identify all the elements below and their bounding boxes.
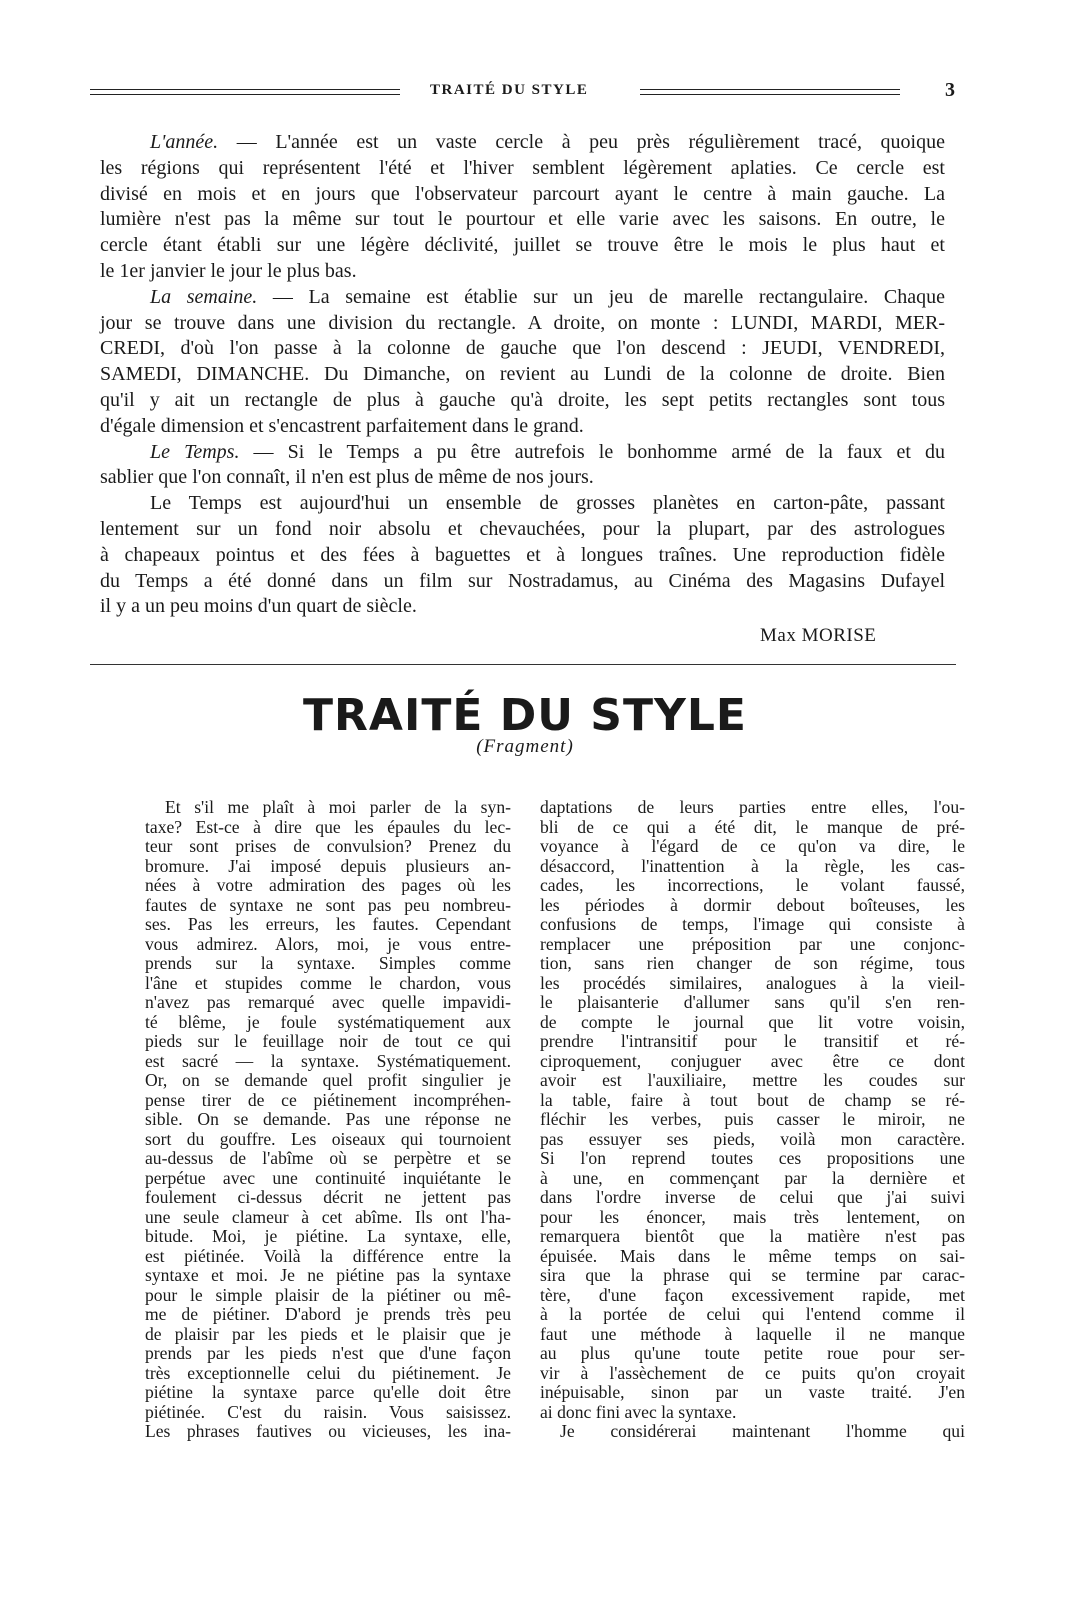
text-line: au-dessus de l'abîme où se perpètre et se [145, 1148, 511, 1168]
text-line: une seule clameur à cet abîme. Ils ont l'ha- [145, 1206, 511, 1227]
text-line: Et s'il me plaît à moi parler de la syn- [165, 797, 511, 817]
text-line [100, 311, 945, 337]
section-divider [90, 664, 956, 665]
text-line: très exceptionnelle celui du piétinement. Je [145, 1362, 511, 1383]
text-line: fléchir les verbes, puis casser le miroir, ne [540, 1109, 965, 1129]
paragraph-lead: La semaine. [150, 285, 258, 308]
text-line: Je considérerai maintenant l'homme qui [560, 1421, 965, 1441]
text-line [100, 285, 945, 311]
text-line: remarquera bientôt que la matière n'est pas [540, 1226, 965, 1246]
text-line: confusions de temps, l'image qui consiste à [540, 914, 965, 934]
text-line: désaccord, l'inattention à la règle, les cas- [540, 855, 965, 876]
text-line [100, 182, 945, 208]
text-line: me de piétiner. D'abord je prends très peu [145, 1304, 511, 1324]
line-text: — La semaine est établie sur un jeu de marelle rectangulaire. Chaque [257, 285, 945, 308]
text-line: syntaxe et moi. Je ne piétine pas la syntaxe [145, 1265, 511, 1285]
text-line: Or, on se demande quel profit singulier je [145, 1070, 511, 1090]
text-line: pieds sur le feuillage noir de tout ce qui [145, 1031, 511, 1051]
text-line [100, 388, 945, 414]
text-line: la table, faire à tout bout de champ se ré- [540, 1089, 965, 1110]
text-line: tion, sans rien changer de son régime, tous [540, 953, 965, 973]
text-line: pour le simple plaisir de la piétiner ou mê- [145, 1284, 511, 1305]
line-text: du Temps a été donné dans un film sur Nostradamus, au Cinéma des Magasins Dufayel [100, 569, 945, 592]
text-line [100, 491, 945, 517]
line-text: divisé en mois et en jours que l'observateur parcourt ayant le centre à main gauche. La [100, 182, 945, 205]
text-line [100, 207, 945, 233]
paragraph-lead: L'année. [150, 131, 219, 153]
line-text: sablier que l'on connaît, il n'en est plus de même de nos jours. [100, 466, 594, 489]
text-line: de compte le journal que lit votre voisin, [540, 1011, 965, 1032]
text-line [100, 543, 945, 569]
line-text: il y a un peu moins d'un quart de siècle. [100, 595, 417, 618]
paragraph-lead: Le Temps. [150, 440, 240, 463]
text-line: tère, d'une façon excessivement rapide, met [540, 1284, 965, 1305]
line-text: à chapeaux pointus et des fées à baguettes et à longues traînes. Une reproduction fidèle [100, 543, 945, 566]
text-line: est piétinée. Voilà la différence entre la [145, 1245, 511, 1266]
text-line [100, 336, 945, 362]
text-line: sort du gouffre. Les oiseaux qui tournoient [145, 1128, 511, 1149]
article-title: TRAITÉ DU STYLE [303, 690, 747, 741]
line-text: lentement sur un fond noir absolu et chevauchées, pour la plupart, par des astrologues [100, 517, 945, 540]
text-line [100, 259, 945, 285]
line-text: le 1er janvier le jour le plus bas. [100, 259, 357, 282]
text-line: vir à l'assèchement de ce puits qu'on croyait [540, 1362, 965, 1383]
line-text: qu'il y ait un rectangle de plus à gauche qu'à droite, les sept petits rectangles sont tous [100, 388, 945, 411]
text-line: piétine la syntaxe parce qu'elle doit être [145, 1382, 511, 1402]
text-line: prends sur la syntaxe. Simples comme [145, 953, 511, 973]
text-line: perpétue avec une continuité inquiétante le [145, 1167, 511, 1188]
text-line [100, 594, 945, 620]
text-line: à la portée de celui qui l'entend comme il [540, 1304, 965, 1324]
text-line [100, 465, 945, 491]
text-line: foulement ci-dessus décrit ne jettent pas [145, 1187, 511, 1207]
line-text: CREDI, d'où l'on passe à la colonne de gauche que l'on descend : JEUDI, VENDREDI, [100, 337, 945, 360]
left-column [145, 798, 511, 1442]
text-line [100, 440, 945, 466]
line-text: Le Temps est aujourd'hui un ensemble de grosses planètes en carton-pâte, passant [150, 492, 945, 515]
text-line: nées à votre admiration des pages où les [145, 875, 511, 895]
text-line: à une, en commençant par la dernière et [540, 1167, 965, 1188]
text-line: remplacer une préposition par une conjonc- [540, 933, 965, 954]
text-line: piétinée. C'est du raisin. Vous saisissez. [145, 1401, 511, 1422]
text-line: n'avez pas remarqué avec quelle impavidi- [145, 992, 511, 1012]
line-text: lumière n'est pas la même sur tout le pourtour et elle varie avec les saisons. En outre, le [100, 208, 945, 231]
text-line: vous admirez. Alors, moi, je vous entre- [145, 933, 511, 954]
text-line: bitude. Moi, je piétine. La syntaxe, elle, [145, 1226, 511, 1246]
previous-article-text [100, 130, 945, 620]
text-line: faut une méthode à laquelle il ne manque [540, 1323, 965, 1344]
text-line: Les phrases fautives ou vicieuses, les ina- [145, 1421, 511, 1441]
line-text: — L'année est un vaste cercle à peu près régulièrement tracé, quoique [218, 131, 945, 153]
article-subtitle: (Fragment) [476, 736, 574, 757]
text-line: prendre l'intransitif pour le transitif et ré- [540, 1031, 965, 1051]
text-line: avoir est l'auxiliaire, mettre les coudes sur [540, 1070, 965, 1090]
text-line: dans l'ordre inverse de celui que j'ai suivi [540, 1187, 965, 1207]
header-rule-left [90, 89, 400, 95]
text-line: voyance à l'égard de ce qu'on va dire, le [540, 836, 965, 856]
text-line: teur sont prises de convulsion? Prenez du [145, 836, 511, 856]
text-line: fautes de syntaxe ne sont pas peu nombreu- [145, 894, 511, 915]
text-line: taxe? Est-ce à dire que les épaules du lec- [145, 816, 511, 837]
text-line: les périodes à dormir debout boîteuses, les [540, 894, 965, 915]
text-line [100, 569, 945, 595]
text-line: de plaisir par les pieds et le plaisir que je [145, 1323, 511, 1344]
text-line [100, 362, 945, 388]
text-line: pense tirer de ce piétinement incompréhen- [145, 1089, 511, 1110]
text-line: bli de ce qui a été dit, le manque de pré- [540, 816, 965, 837]
text-line [100, 156, 945, 182]
text-line: pour les énoncer, mais très lentement, on [540, 1206, 965, 1227]
text-line: ses. Pas les erreurs, les fautes. Cependant [145, 914, 511, 934]
text-line: cades, les incorrections, le volant faussé, [540, 875, 965, 895]
text-line: l'âne et stupides comme le chardon, vous [145, 972, 511, 993]
text-line [100, 517, 945, 543]
text-line: bromure. J'ai imposé depuis plusieurs an- [145, 855, 511, 876]
text-line: est sacré — la syntaxe. Systématiquement. [145, 1050, 511, 1071]
text-line: sira que la phrase qui se termine par carac- [540, 1265, 965, 1285]
text-line: Si l'on reprend toutes ces propositions une [540, 1148, 965, 1168]
text-line: au plus qu'une toute petite roue pour ser- [540, 1343, 965, 1363]
text-line: daptations de leurs parties entre elles, l'ou- [540, 797, 965, 817]
right-column [540, 798, 965, 1442]
text-line: ai donc fini avec la syntaxe. [540, 1401, 737, 1422]
text-line: ciproquement, conjuguer avec être ce dont [540, 1050, 965, 1071]
running-header [90, 79, 960, 106]
text-line: té blême, je foule systématiquement aux [145, 1011, 511, 1032]
text-line: le plaisanterie d'allumer sans qu'il s'en ren- [540, 992, 965, 1012]
text-line: pas essuyer ses pieds, voilà mon caractère. [540, 1128, 965, 1149]
text-line [100, 414, 945, 440]
line-text: SAMEDI, DIMANCHE. Du Dimanche, on revient au Lundi de la colonne de droite. Bien [100, 363, 945, 386]
line-text: jour se trouve dans une division du rectangle. A droite, on monte : LUNDI, MARDI, MER- [100, 311, 945, 334]
text-line [100, 233, 945, 259]
line-text: d'égale dimension et s'encastrent parfaitement dans le grand. [100, 414, 584, 437]
line-text: les régions qui représentent l'été et l'hiver semblent légèrement aplaties. Ce cercle est [100, 156, 945, 179]
header-rule-right [640, 89, 900, 95]
line-text: — Si le Temps a pu être autrefois le bonhomme armé de la faux et du [239, 440, 945, 463]
text-line [100, 130, 945, 156]
line-text: cercle étant établi sur une légère déclivité, juillet se trouve être le mois le plus haut et [100, 234, 945, 257]
text-line: les procédés similaires, analogues à la vieil- [540, 972, 965, 993]
running-title: TRAITÉ DU STYLE [430, 82, 589, 98]
page-number: 3 [945, 79, 955, 101]
text-line: inépuisable, sinon par un vaste traité. J'en [540, 1382, 965, 1402]
text-line: prends par les pieds n'est que d'une façon [145, 1343, 511, 1363]
signature: Max MORISE [760, 625, 877, 646]
text-line: sible. On se demande. Pas une réponse ne [145, 1109, 511, 1129]
text-line: épuisée. Mais dans le même temps on sai- [540, 1245, 965, 1266]
